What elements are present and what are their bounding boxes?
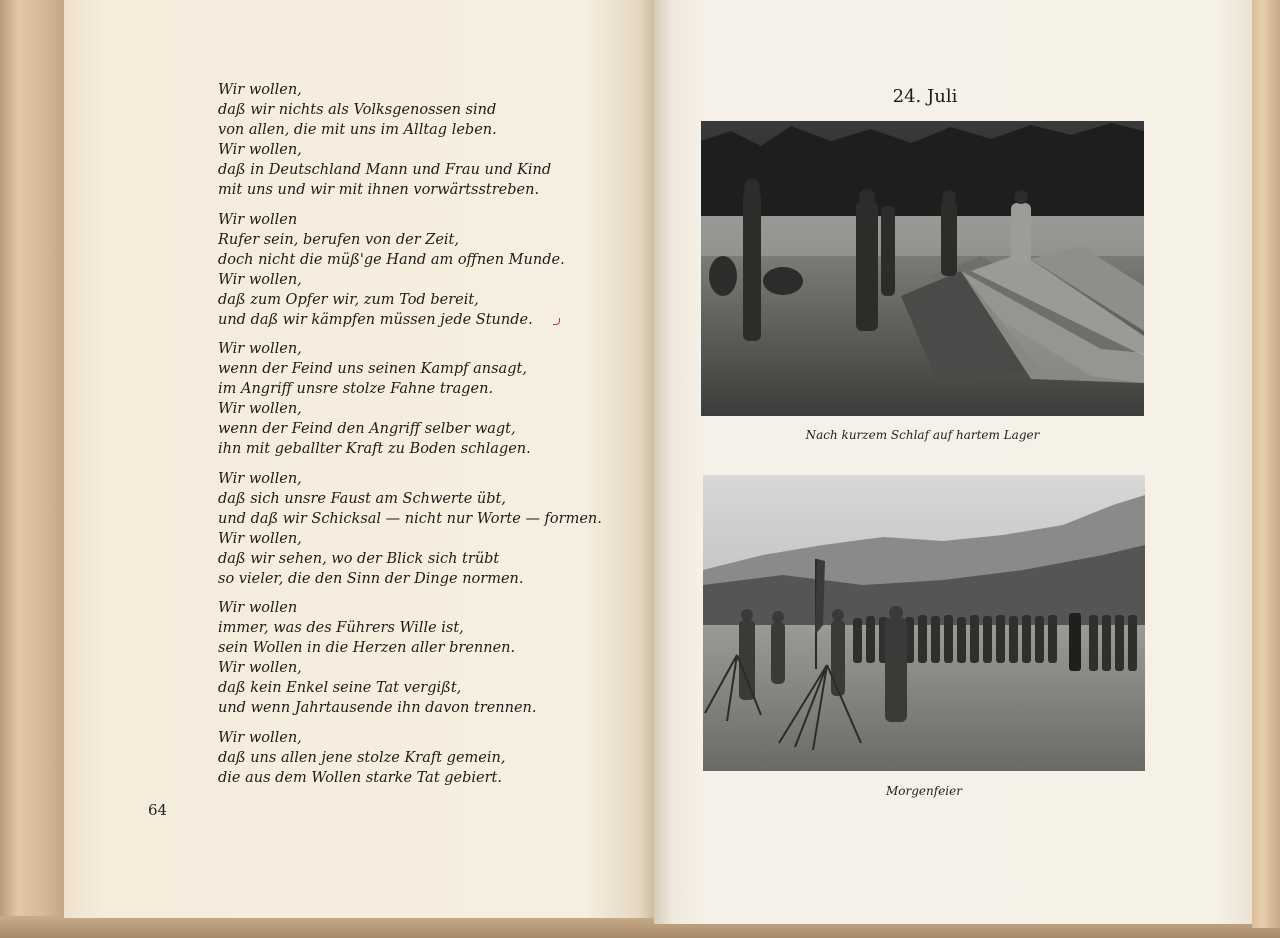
poem-line: Wir wollen, <box>218 729 302 746</box>
poem-line: wenn der Feind uns seinen Kampf ansagt, <box>218 361 527 377</box>
poem-line: daß kein Enkel seine Tat vergißt, <box>218 680 462 696</box>
poem <box>218 80 618 797</box>
poem-line: von allen, die mit uns im Alltag leben. <box>218 122 497 138</box>
poem-line: Wir wollen, <box>218 82 302 98</box>
poem-line: Wir wollen, <box>218 142 302 158</box>
poem-line: und wenn Jahrtausende ihn davon trennen. <box>218 700 537 716</box>
stanza <box>218 469 618 589</box>
poem-line: und daß wir Schicksal — nicht nur Worte — formen. <box>218 510 602 527</box>
date-heading: 24. Juli <box>892 86 958 107</box>
poem-line: immer, was des Führers Wille ist, <box>218 620 464 636</box>
poem-line: daß zum Opfer wir, zum Tod bereit, <box>218 291 479 308</box>
stanza <box>218 80 618 200</box>
poem-line: Wir wollen, <box>218 401 302 417</box>
poem-line: doch nicht die müß'ge Hand am offnen Munde. <box>218 251 565 268</box>
poem-line: Wir wollen, <box>218 271 302 288</box>
stanza <box>218 339 618 459</box>
poem-line: so vieler, die den Sinn der Dinge normen. <box>218 570 524 587</box>
photo-caption: Nach kurzem Schlaf auf hartem Lager <box>805 428 1040 442</box>
poem-line: daß wir sehen, wo der Blick sich trübt <box>218 550 500 567</box>
photo-morning-ceremony-image <box>703 475 1145 771</box>
photo-morning-ceremony <box>703 475 1145 771</box>
stanza <box>218 728 618 788</box>
photo-caption: Morgenfeier <box>886 784 962 798</box>
poem-line: daß sich unsre Faust am Schwerte übt, <box>218 490 506 507</box>
poem-line: mit uns und wir mit ihnen vorwärtsstreben. <box>218 182 540 198</box>
poem-line: die aus dem Wollen starke Tat gebiert. <box>218 769 502 786</box>
poem-line: sein Wollen in die Herzen aller brennen. <box>218 640 516 656</box>
poem-line: wenn der Feind den Angriff selber wagt, <box>218 421 516 437</box>
poem-line: Wir wollen, <box>218 470 302 487</box>
photo-tent-camp-image <box>701 121 1144 416</box>
photo-tent-camp <box>701 121 1144 416</box>
poem-line: Wir wollen, <box>218 530 302 547</box>
poem-line: daß wir nichts als Volksgenossen sind <box>218 102 497 118</box>
poem-line: Wir wollen, <box>218 341 302 357</box>
poem-line: daß uns allen jene stolze Kraft gemein, <box>218 749 506 766</box>
poem-line: Rufer sein, berufen von der Zeit, <box>218 231 459 248</box>
stanza <box>218 210 618 330</box>
poem-line: im Angriff unsre stolze Fahne tragen. <box>218 381 494 397</box>
poem-line: Wir wollen, <box>218 660 302 676</box>
poem-line: und daß wir kämpfen müssen jede Stunde. <box>218 311 533 328</box>
stanza <box>218 598 618 718</box>
page-number: 64 <box>148 801 168 819</box>
poem-line: daß in Deutschland Mann und Frau und Kind <box>218 162 552 178</box>
poem-line: ihn mit geballter Kraft zu Boden schlagen. <box>218 441 531 457</box>
poem-line: Wir wollen <box>218 600 298 616</box>
book-right-edge <box>1252 0 1280 928</box>
poem-line: Wir wollen <box>218 211 298 228</box>
